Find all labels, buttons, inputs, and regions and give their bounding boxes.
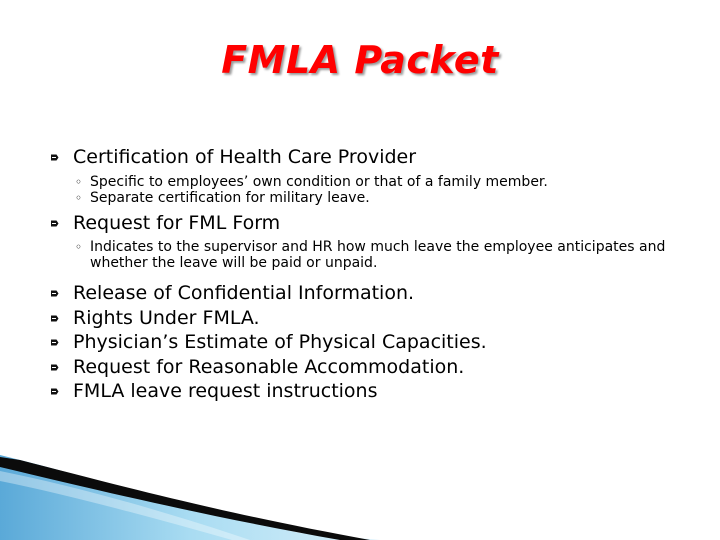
- tilde-flag-bullet-icon: [51, 339, 59, 346]
- list-item-text: Request for Reasonable Accommodation.: [73, 355, 465, 378]
- tilde-flag-bullet-icon: [51, 388, 59, 395]
- tilde-flag-bullet-icon: [51, 154, 59, 161]
- sub-list-item: [73, 190, 690, 206]
- sub-list-item: [73, 239, 690, 271]
- sub-list-item: [73, 174, 690, 190]
- list-item: [50, 330, 690, 355]
- ring-bullet-icon: ◦: [75, 190, 83, 205]
- tilde-flag-bullet-icon: [51, 315, 59, 322]
- list-item: [50, 211, 690, 236]
- list-item: [50, 355, 690, 380]
- sub-list-item-text: Indicates to the supervisor and HR how much leave the employee anticipates and whether the leave will be paid or unpaid.: [90, 239, 666, 271]
- list-item-text: Release of Confidential Information.: [73, 282, 415, 304]
- slide-title: FMLA Packet: [221, 38, 499, 82]
- list-item: [50, 145, 690, 170]
- decorative-wedge: [0, 455, 380, 540]
- sub-list-item-text: Separate certification for military leave.: [90, 189, 370, 206]
- sub-list: [73, 174, 690, 206]
- list-item: [50, 281, 690, 306]
- tilde-flag-bullet-icon: [51, 364, 59, 371]
- list-item-text: Request for FML Form: [73, 211, 281, 234]
- list-item-text: Physician’s Estimate of Physical Capacities.: [73, 331, 487, 353]
- sub-list-item-text: Specific to employees’ own condition or that of a family member.: [90, 173, 548, 190]
- list-item-text: Certification of Health Care Provider: [73, 146, 417, 168]
- ring-bullet-icon: ◦: [75, 174, 83, 189]
- list-item-text: Rights Under FMLA.: [73, 306, 260, 329]
- list-item: [50, 379, 690, 404]
- tilde-flag-bullet-icon: [51, 220, 59, 227]
- sub-list: [73, 239, 690, 271]
- bullet-list: [50, 145, 690, 404]
- list-item-text: FMLA leave request instructions: [73, 380, 378, 402]
- ring-bullet-icon: ◦: [75, 240, 83, 254]
- list-item: [50, 306, 690, 331]
- tilde-flag-bullet-icon: [51, 290, 59, 297]
